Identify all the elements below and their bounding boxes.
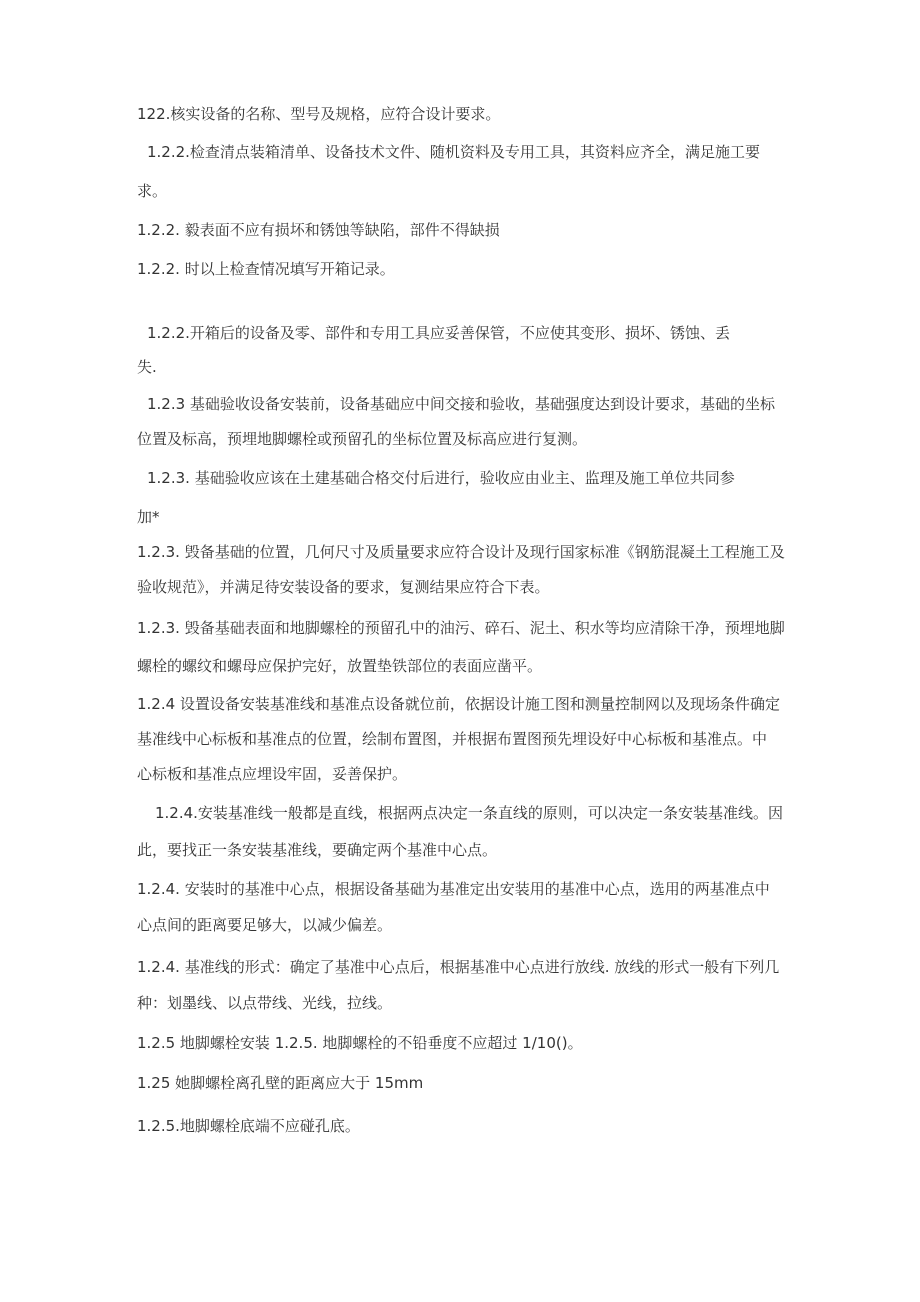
text-line: 此，要找正一条安装基准线，要确定两个基准中心点。 — [137, 841, 498, 859]
text-line: 位置及标高，预埋地脚螺栓或预留孔的坐标位置及标高应进行复测。 — [137, 430, 588, 448]
text-line: 1.2.4.安装基准线一般都是直线，根据两点决定一条直线的原则，可以决定一条安装基准线。因 — [155, 804, 783, 822]
text-line: 1.2.3. 毁备基础表面和地脚螺栓的预留孔中的油污、碎石、泥土、积水等均应清除干净，预埋地脚 — [137, 619, 785, 637]
text-line: 1.2.3 基础验收设备安装前，设备基础应中间交接和验收，基础强度达到设计要求，基础的坐标 — [147, 395, 775, 413]
text-line: 1.2.4. 基准线的形式：确定了基准中心点后，根据基准中心点进行放线. 放线的形式一般有下列几 — [137, 958, 780, 976]
text-line: 1.25 她脚螺栓离孔壁的距离应大于 15mm — [137, 1074, 424, 1092]
text-line: 失. — [137, 358, 157, 376]
text-line: 1.2.5 地脚螺栓安装 1.2.5. 地脚螺栓的不铅垂度不应超过 1/10()。 — [137, 1034, 583, 1052]
text-line: 1.2.2.检查清点装箱清单、设备技术文件、随机资料及专用工具，其资料应齐全，满足施工要 — [147, 143, 760, 161]
text-line: 心点间的距离要足够大，以减少偏差。 — [137, 916, 393, 934]
text-line: 1.2.4 设置设备安装基准线和基准点设备就位前，依据设计施工图和测量控制网以及现场条件确定 — [137, 695, 780, 713]
text-line: 1.2.3. 基础验收应该在土建基础合格交付后进行，验收应由业主、监理及施工单位共同参 — [147, 469, 735, 487]
text-line: 加* — [137, 508, 160, 526]
text-line: 1.2.5.地脚螺栓底端不应碰孔底。 — [137, 1117, 360, 1135]
text-line: 1.2.2.开箱后的设备及零、部件和专用工具应妥善保管，不应使其变形、损坏、锈蚀、丢 — [147, 324, 730, 342]
text-line: 1.2.2. 毅表面不应有损坏和锈蚀等缺陷，部件不得缺损 — [137, 221, 500, 239]
text-line: 螺栓的螺纹和螺母应保护完好，放置垫铁部位的表面应凿平。 — [137, 657, 543, 675]
text-line: 求。 — [137, 182, 168, 200]
text-line: 基准线中心标板和基准点的位置，绘制布置图，并根据布置图预先埋设好中心标板和基准点。中 — [137, 730, 768, 748]
text-line: 验收规范》，并满足待安装设备的要求，复测结果应符合下表。 — [137, 578, 550, 596]
text-line: 心标板和基准点应埋设牢固，妥善保护。 — [137, 765, 408, 783]
text-line: 1.2.3. 毁备基础的位置，几何尺寸及质量要求应符合设计及现行国家标准《钢筋混凝土工程施工及 — [137, 543, 785, 561]
text-line: 122.核实设备的名称、型号及规格，应符合设计要求。 — [137, 105, 501, 123]
text-line: 1.2.2. 时以上检查情况填写开箱记录。 — [137, 260, 395, 278]
text-line: 1.2.4. 安装时的基准中心点，根据设备基础为基准定出安装用的基准中心点，选用的两基准点中 — [137, 880, 770, 898]
text-line: 种：划墨线、以点带线、光线，拉线。 — [137, 994, 393, 1012]
